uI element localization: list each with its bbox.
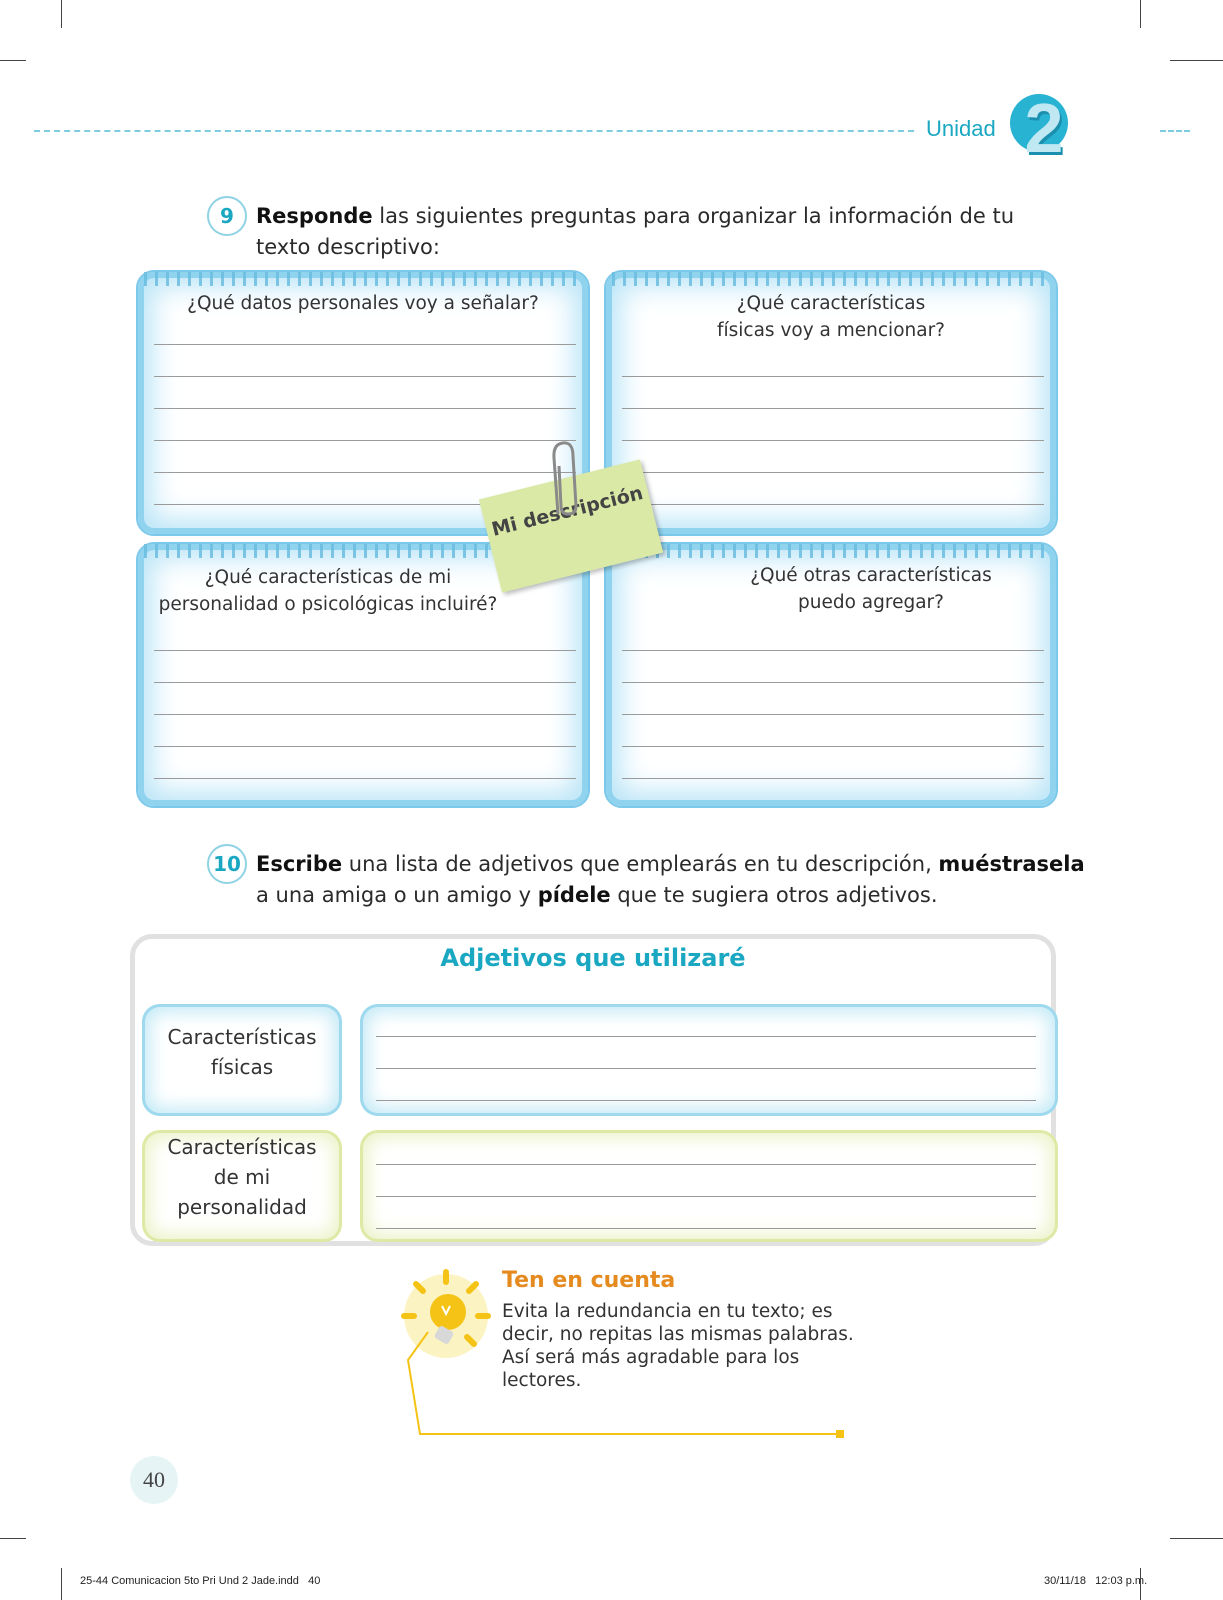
- answer-line[interactable]: [622, 746, 1044, 747]
- question-number-9: 9: [207, 196, 247, 236]
- notepad-physical-traits: [604, 270, 1058, 536]
- question-10-text-part: a una amiga o un amigo y: [256, 883, 538, 907]
- tip-title: Ten en cuenta: [502, 1268, 676, 1293]
- answer-line[interactable]: [622, 376, 1044, 377]
- sticky-note-text: Mi descripción: [489, 482, 646, 541]
- question-9-text: [256, 201, 1056, 263]
- crop-mark: [61, 0, 62, 28]
- unit-number: 2: [1024, 89, 1064, 167]
- answer-line[interactable]: [622, 472, 1044, 473]
- question-9-verb: Responde: [256, 204, 373, 228]
- question-10-text-part: una lista de adjetivos que emplearás en tu descripción,: [342, 852, 939, 876]
- answer-line[interactable]: [376, 1164, 1036, 1165]
- answer-line[interactable]: [154, 440, 576, 441]
- question-10-verb-ask: pídele: [537, 883, 611, 907]
- answer-line[interactable]: [154, 472, 576, 473]
- notepad-question: ¿Qué otras características puedo agregar?: [750, 565, 992, 613]
- answer-line[interactable]: [622, 504, 1044, 505]
- answer-line[interactable]: [154, 376, 576, 377]
- header-dashed-rule: [1160, 130, 1190, 132]
- answer-line[interactable]: [622, 682, 1044, 683]
- answer-line[interactable]: [154, 408, 576, 409]
- row-label-personality: [142, 1130, 342, 1242]
- crop-mark: [1170, 60, 1223, 61]
- answer-line[interactable]: [622, 714, 1044, 715]
- footer-file-info: 25-44 Comunicacion 5to Pri Und 2 Jade.indd 40: [80, 1575, 321, 1587]
- notepad-question: ¿Qué datos personales voy a señalar?: [187, 293, 539, 314]
- crop-mark: [61, 1568, 62, 1600]
- answer-line[interactable]: [376, 1228, 1036, 1229]
- notepad-question: ¿Qué características físicas voy a mencionar?: [716, 293, 946, 341]
- answer-line[interactable]: [154, 682, 576, 683]
- crop-mark: [1140, 0, 1141, 28]
- notepad-spiral: [612, 544, 1050, 558]
- answer-line[interactable]: [622, 408, 1044, 409]
- page-number: 40: [143, 1467, 165, 1492]
- crop-mark: [1170, 1538, 1223, 1539]
- notepad-spiral: [144, 272, 582, 286]
- answer-line[interactable]: [154, 650, 576, 651]
- answer-line[interactable]: [376, 1100, 1036, 1101]
- answer-line[interactable]: [622, 650, 1044, 651]
- answer-line[interactable]: [622, 778, 1044, 779]
- row-label-physical: [142, 1004, 342, 1116]
- question-10-verb-show: muéstrasela: [938, 852, 1085, 876]
- answer-line[interactable]: [376, 1196, 1036, 1197]
- answer-line[interactable]: [154, 746, 576, 747]
- answer-box-personality[interactable]: [360, 1130, 1058, 1242]
- tip-text: Evita la redundancia en tu texto; es decir, no repitas las mismas palabras. Así será más agradable para los lectores.: [502, 1301, 854, 1391]
- question-10-text-part: que te sugiera otros adjetivos.: [610, 883, 938, 907]
- answer-line[interactable]: [622, 440, 1044, 441]
- question-10-verb-write: Escribe: [256, 852, 343, 876]
- unit-label: Unidad: [926, 116, 996, 141]
- answer-line[interactable]: [154, 344, 576, 345]
- header-dashed-rule: [34, 130, 914, 132]
- answer-line[interactable]: [376, 1036, 1036, 1037]
- adjectives-table-title: Adjetivos que utilizaré: [440, 944, 746, 972]
- question-10-text: [256, 849, 1086, 911]
- question-number-10: 10: [207, 844, 247, 884]
- notepad-other-traits: [604, 542, 1058, 808]
- crop-mark: [0, 1538, 26, 1539]
- row-label-text: Características de mi personalidad: [167, 1135, 317, 1219]
- answer-line[interactable]: [154, 714, 576, 715]
- row-label-text: Características físicas: [167, 1025, 317, 1079]
- notepad-question: ¿Qué características de mi personalidad o psicológicas incluiré?: [158, 567, 498, 615]
- paperclip-icon: [548, 440, 582, 520]
- answer-line[interactable]: [376, 1068, 1036, 1069]
- question-9-rest: las siguientes preguntas para organizar la información de tu texto descriptivo:: [256, 204, 1015, 259]
- notepad-spiral: [612, 272, 1050, 286]
- answer-line[interactable]: [154, 778, 576, 779]
- answer-box-physical[interactable]: [360, 1004, 1058, 1116]
- crop-mark: [0, 60, 26, 61]
- footer-date: 30/11/18 12:03 p.m.: [1044, 1575, 1148, 1587]
